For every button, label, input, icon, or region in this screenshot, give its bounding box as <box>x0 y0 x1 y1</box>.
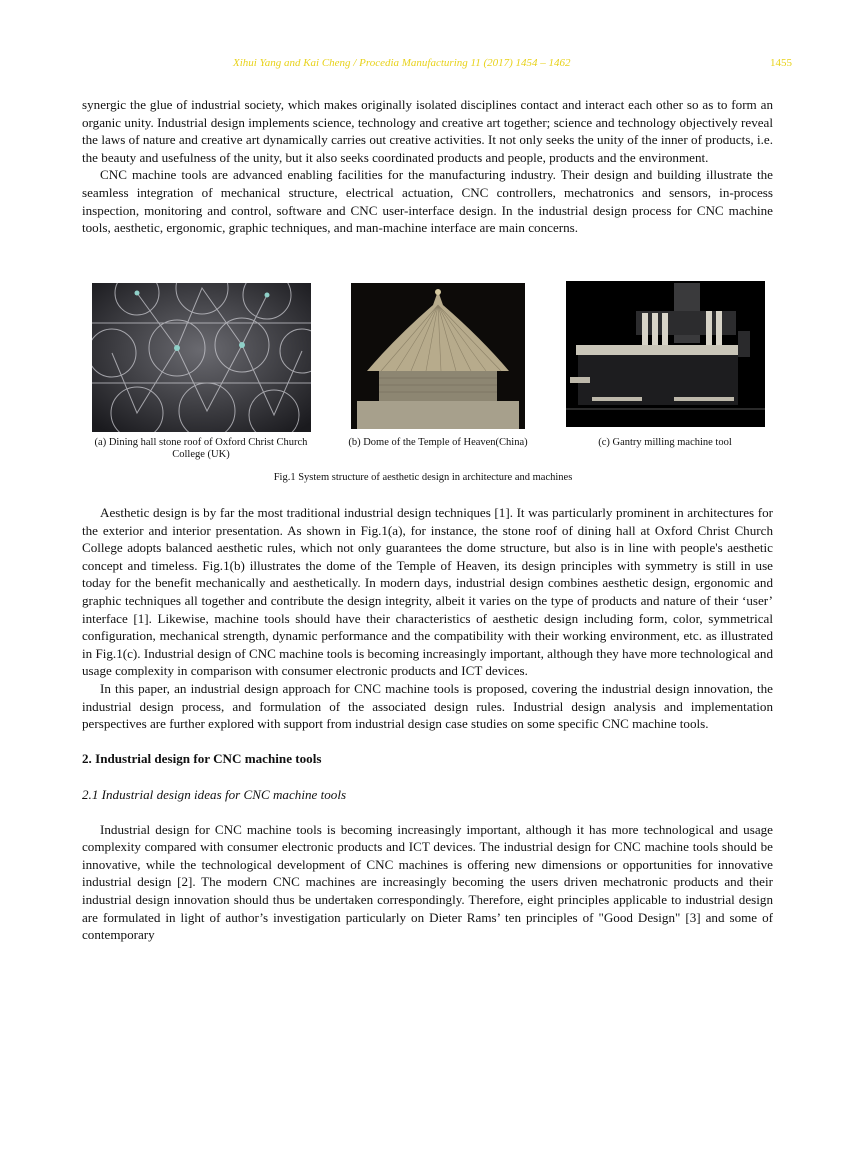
figure-image-c <box>566 281 765 427</box>
figure-image-a <box>92 283 311 432</box>
caption-c: (c) Gantry milling machine tool <box>598 437 732 448</box>
figure-caption: Fig.1 System structure of aesthetic design in architecture and machines <box>273 472 573 483</box>
text-block-main <box>82 504 773 944</box>
text-block-top <box>82 96 773 237</box>
subsection-heading: 2.1 Industrial design ideas for CNC machine tools <box>82 786 347 802</box>
paragraph-5: Industrial design for CNC machine tools is becoming increasingly important, although it has more technological and usage complexity compared with consumer electronic products and ICT devices. The industrial design for CNC machine tools should be innovative, while the technological development of CNC machines is offering new dimensions or opportunities for innovative industrial design [2]. The modern CNC machines are increasingly becoming the users driven mechatronic products and their industrial design innovation should thus be undertaken correspondingly. Therefore, eight principles applicable to industrial design are formulated in light of author’s investigation particularly on Dieter Rams’ ten principles of "Good Design" [3] and some of contemporary <box>82 821 773 943</box>
caption-a: (a) Dining hall stone roof of Oxford Christ Church College (UK) <box>94 437 308 460</box>
gantry-machine-illustration <box>566 281 765 427</box>
running-title: Xihui Yang and Kai Cheng / Procedia Manufacturing 11 (2017) 1454 – 1462 <box>233 57 571 69</box>
running-header <box>0 57 846 73</box>
paragraph-4: In this paper, an industrial design approach for CNC machine tools is proposed, covering the industrial design innovation, the industrial design process, and formulation of the associated design rules. Industrial design analysis and implementation perspectives are further explored with support from industrial design case studies on some specific CNC machine tools. <box>82 680 773 732</box>
section-heading: 2. Industrial design for CNC machine tools <box>82 751 322 767</box>
paragraph-2: CNC machine tools are advanced enabling facilities for the manufacturing industry. Their design and building illustrate the seamless integration of mechanical structure, electrical actuation, CNC controllers, mechatronics and sensors, in-process inspection, monitoring and control, software and CNC user-interface design. In the industrial design process for CNC machine tools, aesthetic, ergonomic, graphic techniques, and man-machine interface are main concerns. <box>82 167 773 236</box>
page-number: 1455 <box>770 57 792 69</box>
caption-b: (b) Dome of the Temple of Heaven(China) <box>348 437 528 448</box>
temple-dome-illustration <box>351 283 525 429</box>
stone-roof-illustration <box>92 283 311 432</box>
paragraph-3: Aesthetic design is by far the most traditional industrial design techniques [1]. It was particularly prominent in architectures for the exterior and interior presentation. As shown in Fig.1(a), for instance, the stone roof of dining hall at Oxford Christ Church College adopts balanced aesthetic rules, which not only guarantees the dome structure, but also is in line with people's aesthetic concept and timeless. Fig.1(b) illustrates the dome of the Temple of Heaven, its design principles with symmetry is still in use today for the benefit mechanically and aesthetically. In modern days, industrial design combines aesthetic design, ergonomic and graphic techniques all together and contribute the design integrity, albeit it varies on the type of products and nature of their ‘user’ interface [1]. Likewise, machine tools should have their characteristics of aesthetic design including form, color, symmetrical configuration, mechanical strength, dynamic performance and the compatibility with their working environment, etc. as illustrated in Fig.1(c). Industrial design of CNC machine tools is becoming increasingly important, although they have more technological and usage complexity in comparison with consumer electronic products and ICT devices. <box>82 505 773 679</box>
figure-1 <box>0 281 846 481</box>
figure-image-b <box>351 283 525 429</box>
paragraph-1: synergic the glue of industrial society, which makes originally isolated disciplines contact and interact each other so as to form an organic unity. Industrial design implements science, technology and creative art together; science and technology objectively reveal the laws of nature and creative art dynamically carries out creative activities. It not only seeks the unity of the inner of products, i.e. the beauty and usefulness of the unity, but it also seeks coordinated products and people, products and the environment. <box>82 97 773 165</box>
